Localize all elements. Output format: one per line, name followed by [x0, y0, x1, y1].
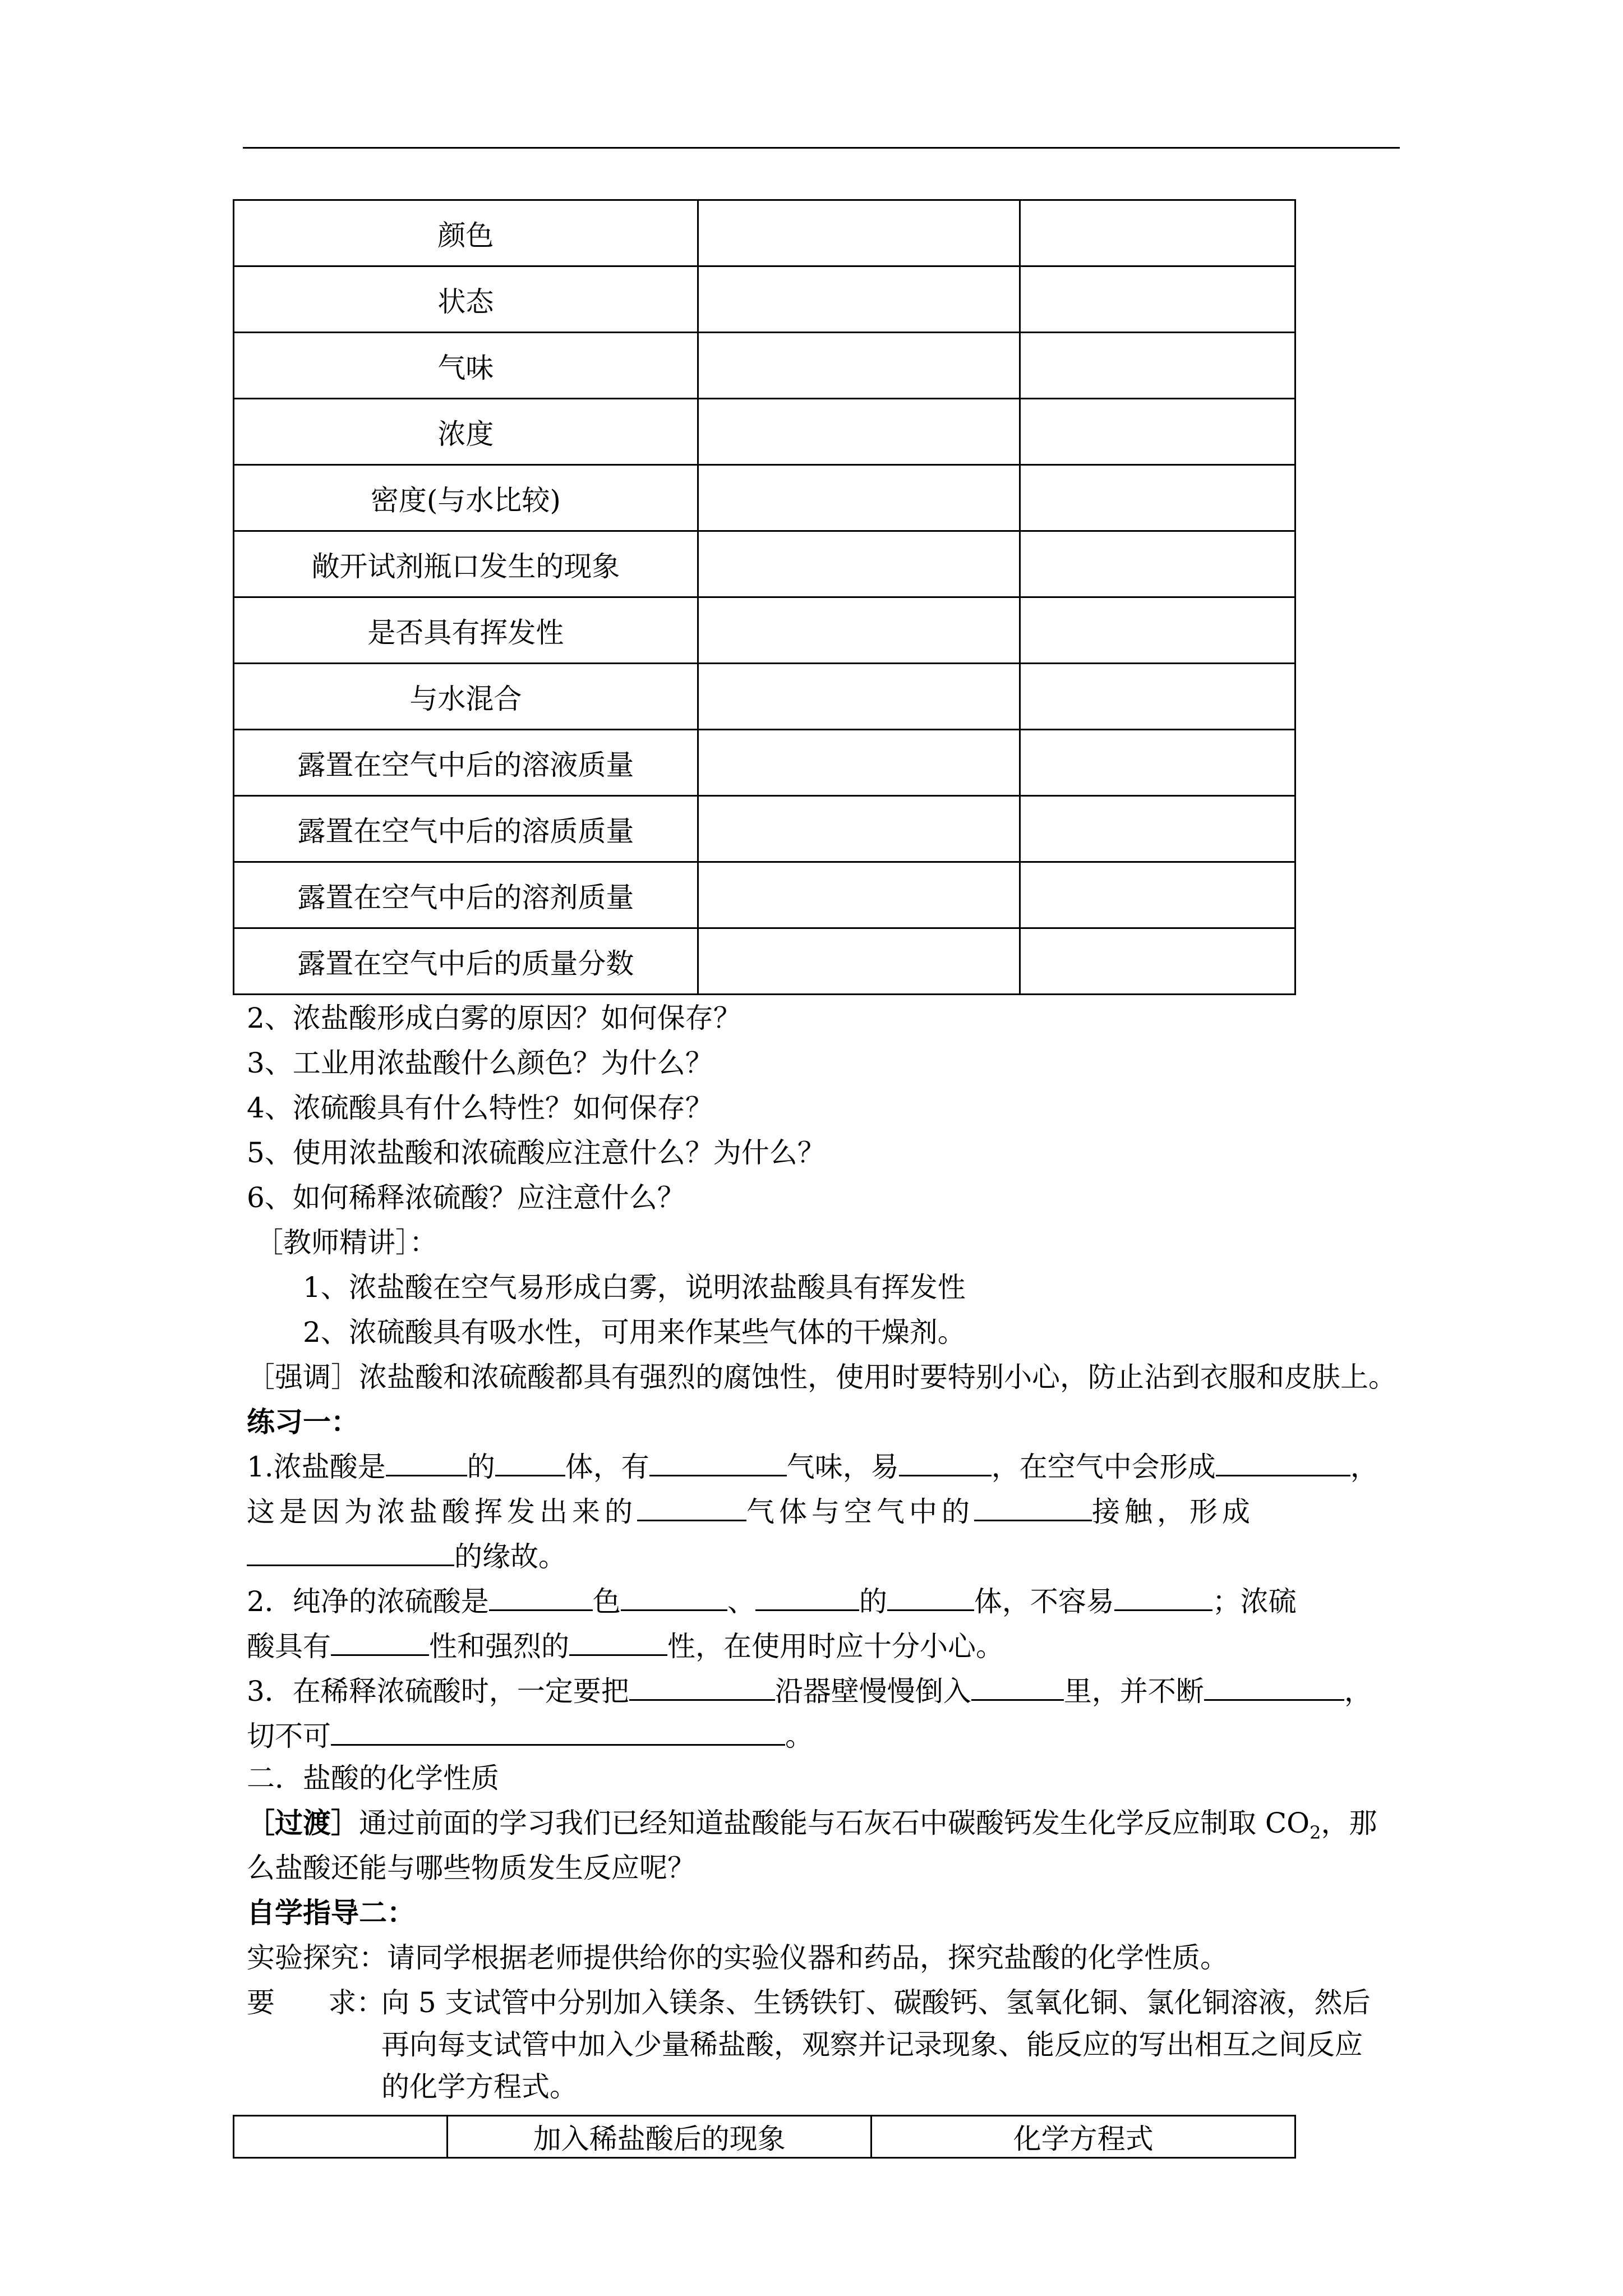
- answer-cell[interactable]: [1020, 531, 1295, 597]
- blank[interactable]: [1216, 1450, 1350, 1476]
- requirement-label: 要 求：: [247, 1986, 385, 2019]
- exercise-q1-line3: 的缘故。: [247, 1540, 566, 1571]
- teacher-point-1: 1、浓盐酸在空气易形成白雾，说明浓盐酸具有挥发性: [303, 1271, 966, 1304]
- requirement-line-1: 向 5 支试管中分别加入镁条、生锈铁钉、碳酸钙、氢氧化铜、氯化铜溶液，然后: [381, 1986, 1371, 2019]
- answer-cell[interactable]: [1020, 333, 1295, 399]
- table-row: [234, 200, 1295, 266]
- table-row: [234, 333, 1295, 399]
- transition-line1: ［过渡］通过前面的学习我们已经知道盐酸能与石灰石中碳酸钙发生化学反应制取 $CO_2$，那: [247, 1806, 1377, 1843]
- property-label: 状态: [234, 266, 698, 333]
- answer-cell[interactable]: [698, 399, 1020, 465]
- table-row: [234, 730, 1295, 796]
- property-label: 气味: [234, 333, 698, 399]
- experiment-header-cell: [234, 2116, 448, 2158]
- blank[interactable]: [755, 1585, 859, 1611]
- blank[interactable]: [331, 1719, 785, 1746]
- blank[interactable]: [649, 1450, 787, 1476]
- table-row: [234, 597, 1295, 664]
- table-row: [234, 928, 1295, 995]
- table-row: [234, 266, 1295, 333]
- answer-cell[interactable]: [1020, 796, 1295, 862]
- property-label: 密度(与水比较): [234, 465, 698, 531]
- exercise-q2-line2: 酸具有 性和强烈的 性，在使用时应十分小心。: [247, 1630, 1004, 1663]
- emphasis-note: ［强调］浓盐酸和浓硫酸都具有强烈的腐蚀性，使用时要特别小心，防止沾到衣服和皮肤上。: [247, 1361, 1396, 1393]
- blank[interactable]: [974, 1495, 1092, 1521]
- blank[interactable]: [629, 1674, 775, 1701]
- blank[interactable]: [1114, 1585, 1212, 1611]
- exercise-q1-line1: 1.浓盐酸是 的 体，有 气味，易 ，在空气中会形成 ，: [247, 1451, 1378, 1483]
- properties-table: [233, 199, 1296, 995]
- property-label: 露置在空气中后的溶质质量: [234, 796, 698, 862]
- answer-cell[interactable]: [698, 796, 1020, 862]
- answer-cell[interactable]: [1020, 597, 1295, 664]
- section2-title: 二．盐酸的化学性质: [247, 1762, 499, 1795]
- answer-cell[interactable]: [1020, 928, 1295, 995]
- question-5: 5、使用浓盐酸和浓硫酸应注意什么？为什么？: [247, 1137, 826, 1169]
- answer-cell[interactable]: [698, 862, 1020, 928]
- blank[interactable]: [637, 1495, 746, 1521]
- question-6: 6、如何稀释浓硫酸？应注意什么？: [247, 1181, 685, 1214]
- exercise-q2-line1: 2．纯净的浓硫酸是 色 、 的 体，不容易 ；浓硫: [247, 1585, 1297, 1618]
- guide-heading: 自学指导二：: [247, 1896, 415, 1929]
- answer-cell[interactable]: [1020, 862, 1295, 928]
- requirement-line-3: 的化学方程式。: [381, 2070, 578, 2103]
- explore-text: 实验探究：请同学根据老师提供给你的实验仪器和药品，探究盐酸的化学性质。: [247, 1941, 1228, 1974]
- transition-line2: 么盐酸还能与哪些物质发生反应呢？: [247, 1852, 695, 1884]
- requirement-line-2: 再向每支试管中加入少量稀盐酸，观察并记录现象、能反应的写出相互之间反应: [381, 2028, 1363, 2061]
- answer-cell[interactable]: [698, 333, 1020, 399]
- exercise-q3-line2: 切不可 。: [247, 1720, 813, 1752]
- experiment-header-row: [234, 2116, 1295, 2158]
- blank[interactable]: [331, 1630, 429, 1656]
- answer-cell[interactable]: [1020, 465, 1295, 531]
- answer-cell[interactable]: [698, 730, 1020, 796]
- table-row: [234, 531, 1295, 597]
- table-row: [234, 664, 1295, 730]
- teacher-heading: ［教师精讲］：: [255, 1226, 437, 1259]
- blank[interactable]: [887, 1585, 974, 1611]
- blank[interactable]: [899, 1450, 992, 1476]
- property-label: 浓度: [234, 399, 698, 465]
- property-label: 露置在空气中后的质量分数: [234, 928, 698, 995]
- experiment-header-cell: 加入稀盐酸后的现象: [448, 2116, 872, 2158]
- property-label: 露置在空气中后的溶液质量: [234, 730, 698, 796]
- property-label: 露置在空气中后的溶剂质量: [234, 862, 698, 928]
- blank[interactable]: [386, 1450, 467, 1476]
- blank[interactable]: [489, 1585, 593, 1611]
- blank[interactable]: [569, 1630, 667, 1656]
- property-label: 与水混合: [234, 664, 698, 730]
- property-label: 颜色: [234, 200, 698, 266]
- blank[interactable]: [621, 1585, 727, 1611]
- header-rule: [243, 147, 1400, 149]
- blank[interactable]: [495, 1450, 565, 1476]
- question-3: 3、工业用浓盐酸什么颜色？为什么？: [247, 1047, 713, 1079]
- exercise-q3-line1: 3．在稀释浓硫酸时，一定要把 沿器壁慢慢倒入 里，并不断 ，: [247, 1675, 1372, 1708]
- property-label: 敞开试剂瓶口发生的现象: [234, 531, 698, 597]
- question-2: 2、浓盐酸形成白雾的原因？如何保存？: [247, 1002, 741, 1034]
- answer-cell[interactable]: [698, 664, 1020, 730]
- answer-cell[interactable]: [1020, 664, 1295, 730]
- question-4: 4、浓硫酸具有什么特性？如何保存？: [247, 1092, 713, 1124]
- exercise-q1-line2: 这是因为浓盐酸挥发出来的 气体与空气中的 接触，形成: [247, 1496, 1255, 1528]
- answer-cell[interactable]: [1020, 730, 1295, 796]
- answer-cell[interactable]: [698, 266, 1020, 333]
- blank[interactable]: [1204, 1674, 1344, 1701]
- answer-cell[interactable]: [698, 531, 1020, 597]
- experiment-table: [233, 2115, 1296, 2159]
- answer-cell[interactable]: [1020, 266, 1295, 333]
- table-row: [234, 399, 1295, 465]
- teacher-point-2: 2、浓硫酸具有吸水性，可用来作某些气体的干燥剂。: [303, 1316, 966, 1349]
- answer-cell[interactable]: [698, 928, 1020, 995]
- answer-cell[interactable]: [1020, 399, 1295, 465]
- experiment-header-cell: 化学方程式: [872, 2116, 1295, 2158]
- exercise-heading: 练习一：: [247, 1405, 359, 1438]
- table-row: [234, 465, 1295, 531]
- answer-cell[interactable]: [698, 597, 1020, 664]
- table-row: [234, 796, 1295, 862]
- blank[interactable]: [247, 1540, 454, 1566]
- table-row: [234, 862, 1295, 928]
- blank[interactable]: [971, 1674, 1064, 1701]
- property-label: 是否具有挥发性: [234, 597, 698, 664]
- answer-cell[interactable]: [1020, 200, 1295, 266]
- answer-cell[interactable]: [698, 200, 1020, 266]
- answer-cell[interactable]: [698, 465, 1020, 531]
